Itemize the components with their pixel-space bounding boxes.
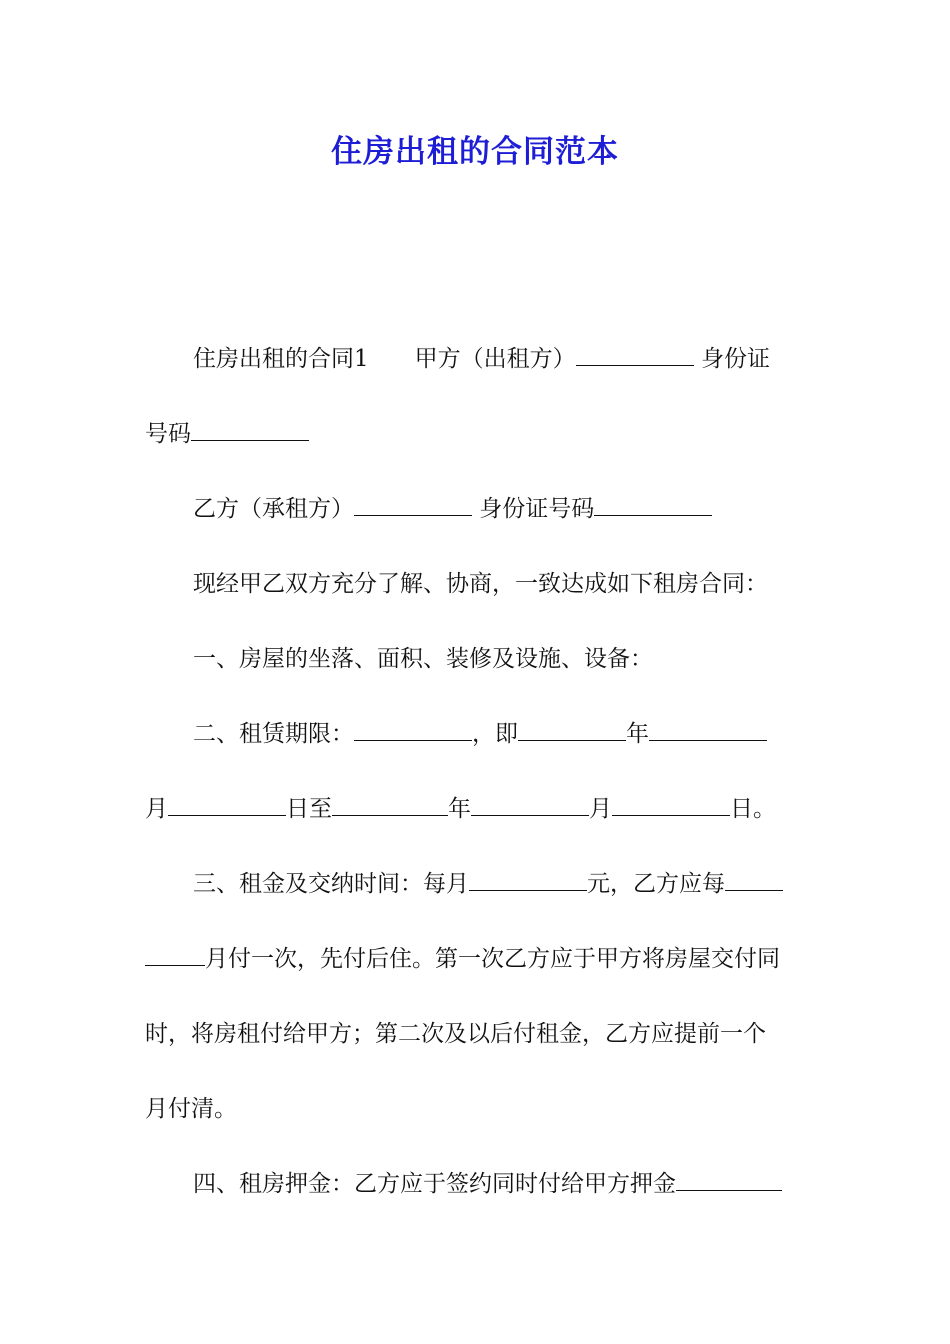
fill-in-blank[interactable]: [649, 720, 767, 741]
fill-in-blank[interactable]: [145, 945, 205, 966]
fill-in-blank[interactable]: [168, 795, 286, 816]
clause-line: [145, 547, 807, 622]
text-segment: 乙方（承租方）: [193, 496, 354, 522]
fill-in-blank[interactable]: [612, 795, 730, 816]
document-body: [145, 322, 807, 1222]
text-segment: ，即: [472, 721, 518, 747]
document-title: 住房出租的合同范本: [331, 134, 619, 170]
text-segment: 月: [589, 796, 612, 822]
text-segment: 月: [145, 796, 168, 822]
clause-line: [145, 472, 807, 547]
fill-in-blank[interactable]: [191, 420, 309, 441]
clause-line: [145, 397, 807, 472]
text-segment: 年: [448, 796, 471, 822]
text-segment: 号码: [145, 421, 191, 447]
fill-in-blank[interactable]: [469, 870, 587, 891]
fill-in-blank[interactable]: [354, 495, 472, 516]
text-segment: 年: [626, 721, 649, 747]
clause-line: [145, 1072, 807, 1147]
text-segment: 身份证: [693, 346, 770, 372]
text-segment: 住房出租的合同1 甲方（出租方）: [193, 346, 576, 372]
text-segment: 元，乙方应每: [587, 871, 725, 897]
clause-line: [145, 847, 807, 922]
text-segment: 四、租房押金：乙方应于签约同时付给甲方押金: [193, 1171, 676, 1197]
text-segment: 月付清。: [145, 1096, 237, 1122]
clause-line: [145, 772, 807, 847]
clause-line: [145, 622, 807, 697]
clause-line: [145, 697, 807, 772]
text-segment: 身份证号码: [472, 496, 595, 522]
fill-in-blank[interactable]: [594, 495, 712, 516]
text-segment: 日至: [286, 796, 332, 822]
text-segment: 月付一次，先付后住。第一次乙方应于甲方将房屋交付同: [205, 946, 780, 972]
fill-in-blank[interactable]: [354, 720, 472, 741]
fill-in-blank[interactable]: [471, 795, 589, 816]
clause-line: [145, 322, 807, 397]
text-segment: 一、房屋的坐落、面积、装修及设施、设备：: [193, 646, 653, 672]
fill-in-blank[interactable]: [576, 345, 694, 366]
fill-in-blank[interactable]: [676, 1170, 782, 1191]
text-segment: 现经甲乙双方充分了解、协商，一致达成如下租房合同：: [193, 571, 768, 597]
text-segment: 日。: [730, 796, 776, 822]
fill-in-blank[interactable]: [332, 795, 448, 816]
clause-line: [145, 1147, 807, 1222]
text-segment: 二、租赁期限：: [193, 721, 354, 747]
clause-line: [145, 997, 807, 1072]
clause-line: [145, 922, 807, 997]
text-segment: 三、租金及交纳时间：每月: [193, 871, 469, 897]
fill-in-blank[interactable]: [725, 870, 783, 891]
text-segment: 时，将房租付给甲方；第二次及以后付租金，乙方应提前一个: [145, 1021, 766, 1047]
fill-in-blank[interactable]: [518, 720, 626, 741]
